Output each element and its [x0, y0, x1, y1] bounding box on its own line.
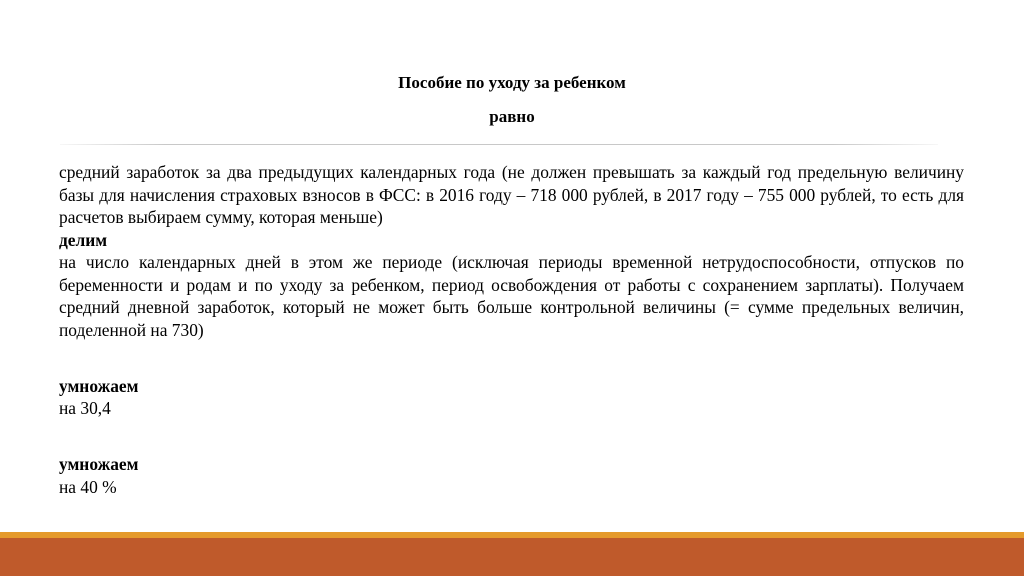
title-divider: [60, 144, 938, 145]
operation-multiply-2: умножаем: [59, 454, 139, 474]
value-multiply-1: на 30,4: [59, 398, 111, 418]
slide-title: Пособие по уходу за ребенком: [398, 73, 626, 92]
spacer: [59, 420, 964, 443]
operation-divide: делим: [59, 229, 108, 250]
spacer: [59, 442, 964, 453]
value-multiply-2: на 40 %: [59, 476, 117, 497]
paragraph-calendar-days: на число календарных дней в этом же периоде (исключая периоды временной нетрудоспособности, отпусков по беременности и родам и по уходу за ребенком, период освобождения от работы с сохранением зарплаты). Получаем средний дневной заработок, который не может быть больше контрольной величины (= сумме предельных величин, поделенной на 730): [59, 252, 964, 340]
footer-bar: [0, 538, 1024, 576]
spacer: [59, 364, 964, 375]
slide-body: [59, 161, 964, 498]
operation-multiply-1: умножаем: [59, 375, 139, 396]
slide-subtitle: равно: [489, 107, 535, 126]
spacer: [59, 341, 964, 364]
paragraph-average-earnings: средний заработок за два предыдущих календарных года (не должен превышать за каждый год предельную величину базы для начисления страховых взносов в ФСС: в 2016 году – 718 000 рублей, в 2017 году – 755 000 рублей, то есть для расчетов выбираем сумму, которая меньше): [59, 162, 964, 227]
